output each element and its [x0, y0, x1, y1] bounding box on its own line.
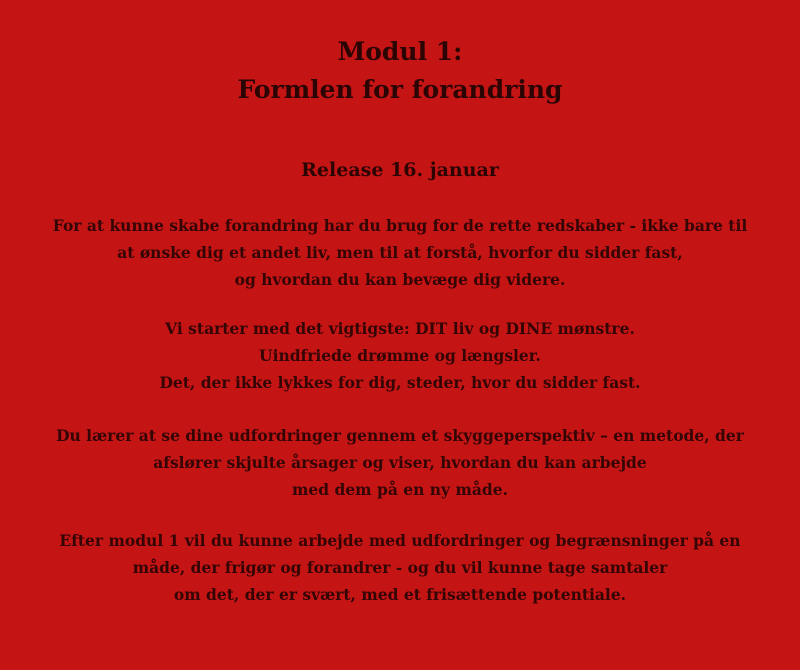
paragraph-line: Vi starter med det vigtigste: DIT liv og DINE mønstre.	[165, 319, 635, 338]
paragraph-line: og hvordan du kan bevæge dig videre.	[234, 270, 566, 289]
paragraph-start	[20, 315, 780, 396]
paragraph-shadow-perspective	[20, 422, 780, 503]
paragraph-intro	[20, 212, 780, 293]
paragraph-line: om det, der er svært, med et frisættende potentiale.	[173, 585, 627, 604]
module-title-line-2: Formlen for forandring	[237, 75, 563, 104]
paragraph-line: afslører skjulte årsager og viser, hvordan du kan arbejde	[153, 453, 647, 472]
paragraph-line: med dem på en ny måde.	[291, 480, 508, 499]
paragraph-line: Du lærer at se dine udfordringer gennem et skyggeperspektiv – en metode, der	[56, 426, 744, 445]
paragraph-line: For at kunne skabe forandring har du brug for de rette redskaber - ikke bare til	[52, 216, 748, 235]
paragraph-line: Det, der ikke lykkes for dig, steder, hvor du sidder fast.	[159, 373, 641, 392]
paragraph-line: Efter modul 1 vil du kunne arbejde med udfordringer og begrænsninger på en	[59, 531, 741, 550]
paragraph-line: at ønske dig et andet liv, men til at forstå, hvorfor du sidder fast,	[117, 243, 683, 262]
module-title-line-1: Modul 1:	[337, 37, 463, 66]
paragraph-outcome	[20, 527, 780, 608]
release-date: Release 16. januar	[301, 159, 499, 181]
module-title	[0, 33, 800, 109]
paragraph-line: Uindfriede drømme og længsler.	[259, 346, 541, 365]
paragraph-line: måde, der frigør og forandrer - og du vil kunne tage samtaler	[132, 558, 668, 577]
